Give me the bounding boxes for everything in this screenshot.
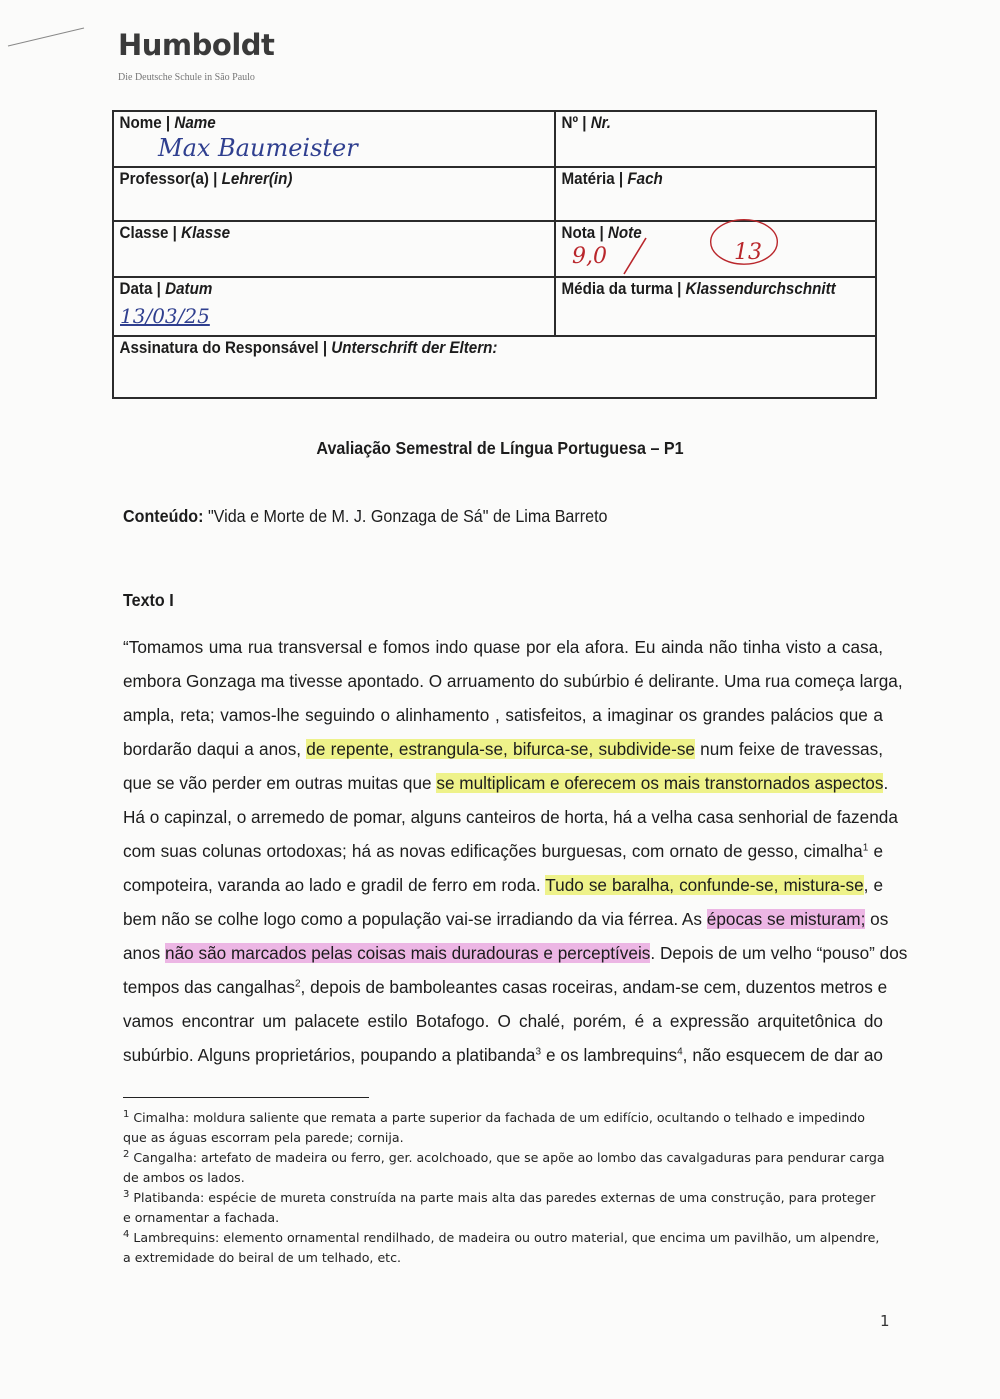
footnote-ref[interactable]: 4: [677, 1046, 683, 1058]
name-cell[interactable]: Nome | Name Max Baumeister: [113, 111, 555, 167]
pen-mark-decoration: [6, 22, 86, 50]
professor-cell[interactable]: Professor(a) | Lehrer(in): [113, 167, 555, 221]
grade-value-handwritten: 9,0: [572, 244, 607, 269]
passage-text: [123, 630, 908, 1072]
exam-title: Avaliação Semestral de Língua Portuguesa – P1: [316, 438, 684, 458]
highlight-yellow: Tudo se baralha, confunde-se, mistura-se: [545, 875, 864, 895]
subject-cell[interactable]: Matéria | Fach: [555, 167, 876, 221]
class-average-cell[interactable]: Média da turma | Klassendurchschnitt: [555, 277, 876, 336]
passage-line: anos não são marcados pelas coisas mais duradouras e perceptíveis. Depois de um velho “pouso” dos: [123, 943, 908, 963]
passage-line: subúrbio. Alguns proprietários, poupando a platibanda$^3$ e os lambrequins$^4$, não esquecem de dar ao: [123, 1045, 883, 1065]
footnote-ref[interactable]: 3: [535, 1046, 542, 1058]
page-number: 1: [880, 1312, 890, 1330]
footnotes: [123, 1108, 887, 1268]
footnote-ref[interactable]: 2: [294, 978, 301, 990]
number-cell[interactable]: Nº | Nr.: [555, 111, 876, 167]
school-name: Humboldt: [118, 28, 275, 62]
highlight-pink: épocas se misturam;: [706, 909, 866, 929]
footnote: $^1$ Cimalha: moldura saliente que remata a parte superior da fachada de um edifício, ocultando o telhado e impedindo que as águas escorram pela parede; cornija.: [123, 1108, 866, 1145]
grade-cell[interactable]: Nota | Note 9,0 13: [555, 221, 876, 277]
footnote-divider: [123, 1097, 369, 1098]
passage-line: que se vão perder em outras muitas que se multiplicam e oferecem os mais transtornados aspectos.: [123, 773, 889, 793]
school-logo: [118, 28, 274, 83]
footnote: $^3$ Platibanda: espécie de mureta construída na parte mais alta das paredes externas de uma construção, para proteger e ornamentar a fachada.: [123, 1188, 876, 1225]
content-line: [123, 506, 607, 527]
passage-line: “Tomamos uma rua transversal e fomos indo quase por ela afora. Eu ainda não tinha visto a casa,: [123, 637, 883, 657]
grade-points-handwritten: 13: [734, 240, 762, 265]
footnote: $^4$ Lambrequins: elemento ornamental rendilhado, de madeira ou outro material, que encima um pavilhão, um alpendre, a extremidade do beiral de um telhado, etc.: [123, 1228, 880, 1265]
passage-line: compoteira, varanda ao lado e gradil de ferro em roda. Tudo se baralha, confunde-se, mistura-se, e: [123, 875, 884, 895]
date-cell[interactable]: Data | Datum 13/03/25: [113, 277, 555, 336]
passage-line: ampla, reta; vamos-lhe seguindo o alinhamento , satisfeitos, a imaginar os grandes palácios que a: [123, 705, 883, 725]
student-info-table: [112, 110, 877, 399]
highlight-yellow: de repente, estrangula-se, bifurca-se, subdivide-se: [306, 739, 695, 759]
passage-line: bordarão daqui a anos, de repente, estrangula-se, bifurca-se, subdivide-se num feixe de travessas,: [123, 739, 883, 759]
content-label: Conteúdo:: [123, 506, 204, 526]
footnote: $^2$ Cangalha: artefato de madeira ou ferro, ger. acolchoado, que se apõe ao lombo das cavalgaduras para pendurar carga de ambos os lados.: [123, 1148, 885, 1185]
grade-slash-mark: [616, 236, 656, 276]
student-name-handwritten: Max Baumeister: [158, 134, 358, 162]
passage-line: com suas colunas ortodoxas; há as novas edificações burguesas, com ornato de gesso, cimalha$^1$ e: [123, 841, 884, 861]
section-title: Texto I: [123, 590, 174, 610]
date-value-handwritten: 13/03/25: [120, 304, 210, 328]
parent-signature-cell[interactable]: Assinatura do Responsável | Unterschrift der Eltern:: [113, 336, 876, 398]
passage-line: vamos encontrar um palacete estilo Botafogo. O chalé, porém, é a expressão arquitetônica do: [123, 1011, 883, 1031]
highlight-pink: não são marcados pelas coisas mais duradouras e perceptíveis: [165, 943, 651, 963]
school-subtitle: Die Deutsche Schule in São Paulo: [118, 72, 255, 83]
passage-line: Há o capinzal, o arremedo de pomar, alguns canteiros de horta, há a velha casa senhorial de fazenda: [123, 807, 898, 827]
class-cell[interactable]: Classe | Klasse: [113, 221, 555, 277]
content-value: "Vida e Morte de M. J. Gonzaga de Sá" de Lima Barreto: [203, 506, 608, 526]
passage-line: embora Gonzaga ma tivesse apontado. O arruamento do subúrbio é delirante. Uma rua começa larga,: [123, 671, 903, 691]
footnote-ref[interactable]: 1: [862, 842, 869, 854]
passage-line: tempos das cangalhas$^2$, depois de bamboleantes casas roceiras, andam-se cem, duzentos metros e: [123, 977, 888, 997]
highlight-yellow: se multiplicam e oferecem os mais transtornados aspectos: [436, 773, 884, 793]
passage-line: bem não se colhe logo como a população vai-se irradiando da via férrea. As épocas se misturam; os: [123, 909, 889, 929]
